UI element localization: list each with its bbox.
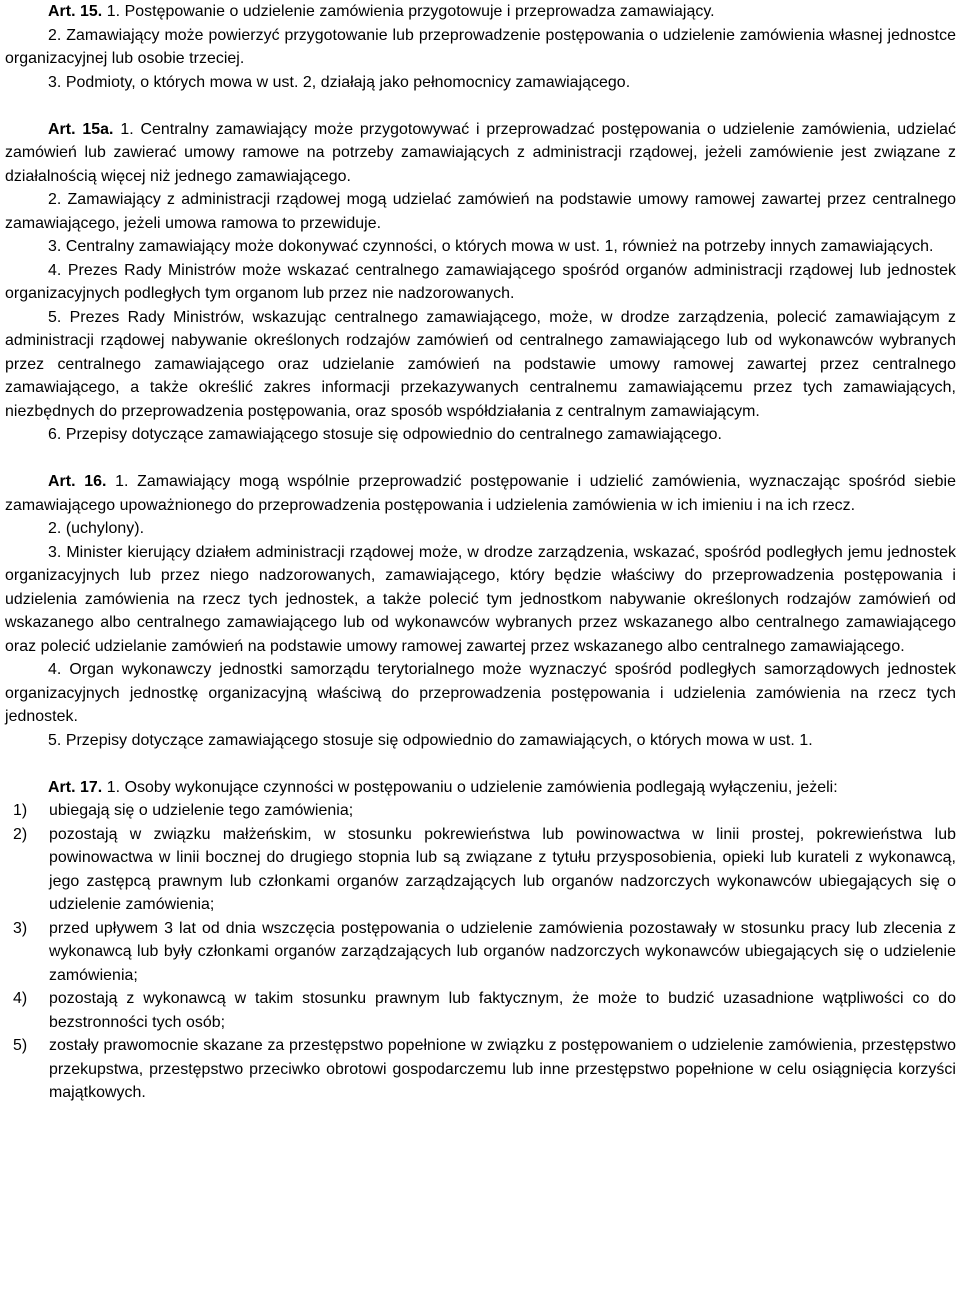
- article-15-par-3: 3. Podmioty, o których mowa w ust. 2, działają jako pełnomocnicy zamawiającego.: [48, 73, 631, 91]
- article-15a-par-5: 5. Prezes Rady Ministrów, wskazując centralnego zamawiającego, może, w drodze zarządzenia, polecić zamawiającym z administracji rządowej nabywanie określonych rodzajów zamówień od centralnego zamawiającego lub od wykonawców wybranych przez centralnego zamawiającego oraz udzielanie zamówień na podstawie umowy ramowej zawartej przez centralnego zamawiającego, a także określić zakres informacji przekazywanych centralnemu zamawiającemu przez tych zamawiających, niezbędnych do przeprowadzenia postępowania, oraz sposób współdziałania z centralnym zamawiającym.: [5, 308, 956, 420]
- article-17-heading: Art. 17.: [48, 778, 103, 796]
- article-16-heading: Art. 16.: [48, 473, 107, 490]
- article-17-item: [5, 987, 956, 1034]
- article-15a-par-4: 4. Prezes Rady Ministrów może wskazać centralnego zamawiającego spośród organów administracji rządowej lub jednostek organizacyjnych podległych tym organom lub przez nie nadzorowanych.: [5, 261, 956, 302]
- article-17-item: [5, 917, 956, 988]
- article-16-par-1: [5, 470, 956, 517]
- article-17: [5, 776, 956, 1105]
- article-15a-par-6: 6. Przepisy dotyczące zamawiającego stosuje się odpowiednio do centralnego zamawiającego.: [48, 426, 723, 443]
- article-16-par-3: 3. Minister kierujący działem administracji rządowej może, w drodze zarządzenia, wskazać, spośród podległych jemu jednostek organizacyjnych lub przez niego nadzorowanych, zamawiającego, który będzie właściwy do przeprowadzenia postępowania i udzielenia zamówienia na rzecz tych jednostek, a także polecić tym jednostkom nabywanie określonych rodzajów zamówień od wskazanego albo centralnego zamawiającego lub od wykonawców wybranych przez wskazanego albo centralnego zamawiającego oraz polecić udzielanie zamówień na podstawie umowy ramowej zawartej przez wskazanego albo centralnego zamawiającego.: [5, 543, 956, 655]
- article-16-par-2: 2. (uchylony).: [48, 520, 145, 537]
- article-15-par-1-text: 1. Postępowanie o udzielenie zamówienia przygotowuje i przeprowadza zamawiający.: [106, 3, 715, 20]
- article-15a-par-2: 2. Zamawiający z administracji rządowej mogą udzielać zamówień na podstawie umowy ramowej zawartej przez centralnego zamawiającego, jeżeli umowa ramowa to przewiduje.: [5, 191, 956, 232]
- article-15a-par-1: [5, 118, 956, 189]
- article-16: [5, 470, 956, 752]
- article-17-item: [5, 823, 956, 917]
- article-15a-heading: Art. 15a.: [48, 120, 114, 138]
- item-text: ubiegają się o udzielenie tego zamówienia;: [49, 802, 354, 819]
- item-number: 5): [13, 1037, 28, 1054]
- article-16-par-4: 4. Organ wykonawczy jednostki samorządu terytorialnego może wyznaczyć spośród podległych samorządowych jednostek organizacyjnych jednostkę organizacyjną właściwą do przeprowadzenia postępowania i udzielenia zamówienia na rzecz tych jednostek.: [5, 661, 956, 725]
- article-16-par-1-text: 1. Zamawiający mogą wspólnie przeprowadzić postępowanie i udzielić zamówienia, wyznaczając spośród siebie zamawiającego upoważnionego do przeprowadzenia postępowania i udzielenia zamówienia w ich imieniu i na ich rzecz.: [5, 473, 957, 514]
- item-number: 2): [13, 825, 28, 843]
- item-number: 4): [13, 990, 28, 1007]
- item-text: zostały prawomocnie skazane za przestępstwo popełnione w związku z postępowaniem o udzielenie zamówienia, przestępstwo przekupstwa, przestępstwo przeciwko obrotowi gospodarczemu lub inne przestępstwo popełnione w celu osiągnięcia korzyści majątkowych.: [49, 1037, 956, 1101]
- item-text: przed upływem 3 lat od dnia wszczęcia postępowania o udzielenie zamówienia pozostawały w stosunku pracy lub zlecenia z wykonawcą lub były członkami organów zarządzających lub organów nadzorczych wykonawców ubiegających się o udzielenie zamówienia;: [49, 919, 956, 984]
- article-15-heading: Art. 15.: [48, 3, 103, 20]
- item-number: 1): [13, 802, 28, 819]
- article-15: [5, 0, 956, 94]
- article-15a-par-1-text: 1. Centralny zamawiający może przygotowywać i przeprowadzać postępowania o udzielenie zamówienia, udzielać zamówień lub zawierać umowy ramowe na potrzeby zamawiających z administracji rządowej, jeżeli zamówienie jest związane z działalnością więcej niż jednego zamawiającego.: [5, 120, 956, 185]
- article-17-item: [5, 799, 956, 823]
- article-15-par-2: 2. Zamawiający może powierzyć przygotowanie lub przeprowadzenie postępowania o udzielenie zamówienia własnej jednostce organizacyjnej lub osobie trzeciej.: [5, 26, 956, 67]
- item-number: 3): [13, 919, 28, 937]
- item-text: pozostają z wykonawcą w takim stosunku prawnym lub faktycznym, że może to budzić uzasadnione wątpliwości co do bezstronności tych osób;: [49, 990, 956, 1031]
- item-text: pozostają w związku małżeńskim, w stosunku pokrewieństwa lub powinowactwa w linii prostej, pokrewieństwa lub powinowactwa w linii bocznej do drugiego stopnia lub są związane z tytułu przysposobienia, opieki lub kurateli z wykonawcą, jego zastępcą prawnym lub członkami organów zarządzających lub organów nadzorczych wykonawców ubiegających się o udzielenie zamówienia;: [49, 825, 956, 913]
- article-17-par-1-text: 1. Osoby wykonujące czynności w postępowaniu o udzielenie zamówienia podlegają wyłączeniu, jeżeli:: [106, 778, 838, 796]
- article-17-item: [5, 1034, 956, 1105]
- article-15a: [5, 118, 956, 447]
- article-16-par-5: 5. Przepisy dotyczące zamawiającego stosuje się odpowiednio do zamawiających, o których mowa w ust. 1.: [48, 731, 813, 749]
- article-17-par-1: [5, 776, 956, 800]
- article-15-par-1: [5, 0, 956, 24]
- article-15a-par-3: 3. Centralny zamawiający może dokonywać czynności, o których mowa w ust. 1, również na potrzeby innych zamawiających.: [48, 238, 934, 255]
